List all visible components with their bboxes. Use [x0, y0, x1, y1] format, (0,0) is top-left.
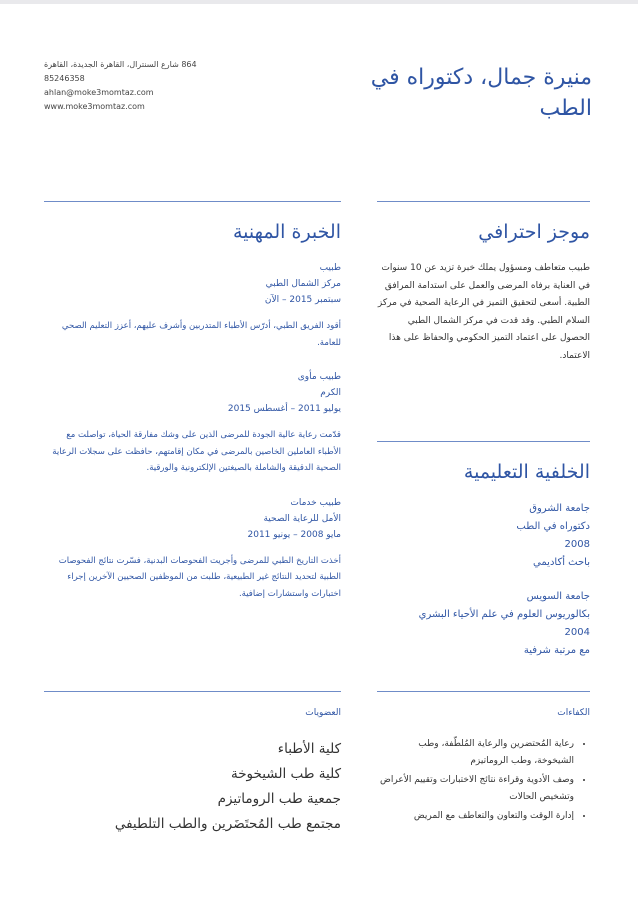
job-description: أخذت التاريخ الطبي للمرضى وأجريت الفحوصات البدنية، فسّرت نتائج الفحوصات الطبية لتحديد النتائج غير الطبيعية، طلبت من الموظفين الصحيين الآخرين إجراء اختبارات واستشارات إضافية.: [58, 555, 341, 599]
profile-section: [377, 260, 590, 366]
experience-list: [44, 260, 341, 620]
skills-heading: الكفاءات: [557, 708, 590, 718]
education-school: جامعة السويس: [526, 591, 590, 602]
job-description: قدّمت رعاية عالية الجودة للمرضى الذين على وشك مفارقة الحياة، تواصلت مع الأطباء العاملين الخاصين بالمرضى في مكان إقامتهم، حافظت على سجلات الرعاية الصحية الدقيقة والشاملة بالصيغتين الإلكترونية والورقية.: [52, 430, 341, 473]
job-period: سبتمبر 2015 – الآن: [264, 295, 341, 305]
profile-text: طبيب متعاطف ومسؤول يملك خبرة تزيد عن 10 سنوات في العناية برفاه المرضى والعمل على استدامة المرافق الطبية. أسعى لتحقيق التميز في الرعاية الصحية في مركز السلام الطبي. وقد قدت في مركز الشمال الطبي الحصول على اعتماد التميز الحكومي والحفاظ على هذا الاعتماد.: [377, 263, 590, 361]
education-school: جامعة الشروق: [529, 503, 590, 514]
education-entry: [377, 588, 590, 660]
education-year: 2004: [564, 627, 590, 638]
membership-item: كلية الأطباء: [277, 741, 341, 757]
job-org: مركز الشمال الطبي: [265, 279, 341, 289]
experience-heading: الخبرة المهنية: [232, 221, 341, 243]
education-degree: دكتوراه في الطب: [516, 521, 590, 532]
contact-email[interactable]: ahlan@moke3momtaz.com: [44, 88, 154, 97]
contact-website[interactable]: www.moke3momtaz.com: [44, 102, 145, 111]
education-heading: الخلفية التعليمية: [463, 461, 590, 483]
contact-address: 864 شارع السنترال، القاهرة الجديدة، القاهرة: [44, 60, 197, 69]
education-note: باحث أكاديمي: [533, 557, 590, 568]
experience-divider: [44, 201, 341, 202]
education-list: [377, 500, 590, 676]
skills-section: [377, 736, 590, 827]
memberships-heading: العضويات: [305, 708, 341, 718]
skill-item: • رعاية المُحتضرين والرعاية المُلطّفة، وطب الشيخوخة، وطب الروماتيزم: [377, 736, 574, 770]
skill-item: • إدارة الوقت والتعاون والتعاطف مع المريض: [377, 808, 574, 825]
membership-item: كلية طب الشيخوخة: [230, 766, 341, 782]
profile-heading: موجز احترافي: [478, 221, 590, 243]
memberships-divider: [44, 691, 341, 692]
job-entry: [44, 260, 341, 351]
profile-divider: [377, 201, 590, 202]
candidate-name: منيرة جمال، دكتوراه في الطب: [370, 65, 592, 121]
job-org: الأمل للرعاية الصحية: [263, 513, 341, 524]
job-entry: [44, 369, 341, 477]
job-period: يوليو 2011 – أغسطس 2015: [227, 404, 341, 414]
job-role: طبيب مأوى: [297, 372, 341, 382]
memberships-section: [44, 737, 341, 837]
education-degree: بكالوريوس العلوم في علم الأحياء البشري: [418, 609, 590, 620]
education-note: مع مرتبة شرفية: [523, 645, 590, 656]
job-description: أقود الفريق الطبي، أدرّس الأطباء المتدربين وأشرف عليهم، أعزز التعليم الصحي للعامة.: [61, 321, 341, 348]
membership-item: جمعية طب الروماتيزم: [217, 791, 341, 807]
job-period: مايو 2008 – يونيو 2011: [247, 529, 341, 540]
skills-list: [377, 736, 590, 825]
education-divider: [377, 441, 590, 442]
job-org: الكرم: [320, 388, 341, 398]
education-year: 2008: [564, 539, 590, 550]
contact-phone: 85246358: [44, 74, 85, 83]
job-entry: [44, 495, 341, 603]
skill-item: • وصف الأدوية وقراءة نتائج الاختبارات وتقييم الأعراض وتشخيص الحالات: [377, 772, 574, 806]
contact-block: [44, 58, 214, 114]
job-role: طبيب خدمات: [290, 497, 341, 508]
job-role: طبيب: [319, 263, 341, 273]
membership-item: مجتمع طب المُحتَضَرين والطب التلطيفي: [114, 816, 341, 832]
education-entry: [377, 500, 590, 572]
skills-divider: [377, 691, 590, 692]
